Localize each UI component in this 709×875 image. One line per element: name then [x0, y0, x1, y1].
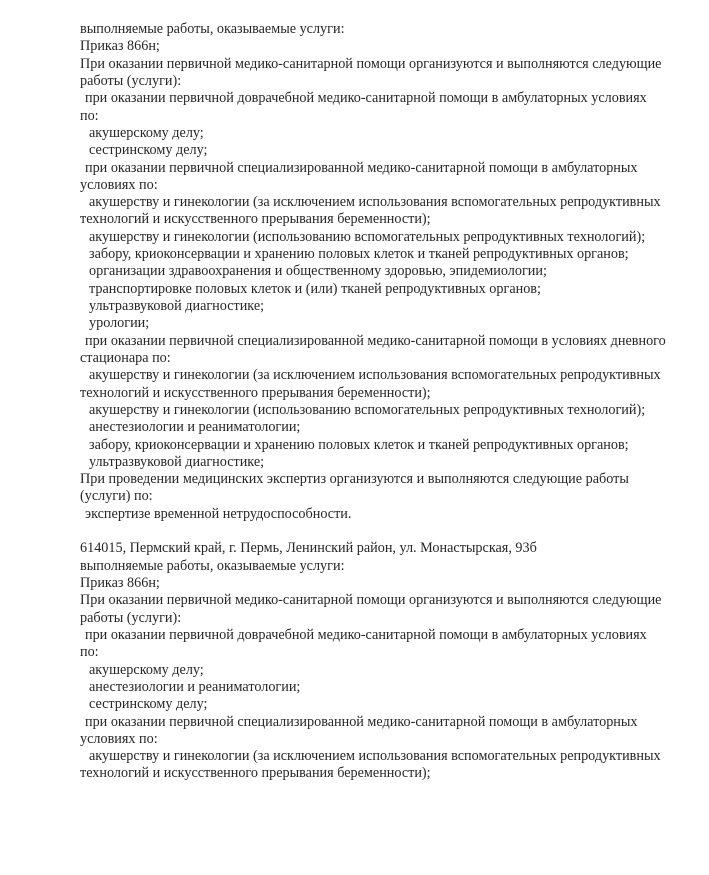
text-line: При оказании первичной медико-санитарной помощи организуются и выполняются следующие — [80, 592, 662, 609]
text-line: условиях по: — [80, 730, 158, 747]
text-line: при оказании первичной специализированной медико-санитарной помощи в амбулаторных — [85, 713, 638, 730]
text-line: технологий и искусственного прерывания беременности); — [80, 765, 431, 782]
text-line: стационара по: — [80, 349, 171, 366]
text-line: выполняемые работы, оказываемые услуги: — [80, 557, 345, 574]
text-line — [80, 523, 695, 540]
text-line: условиях по: — [80, 176, 158, 193]
text-line: При оказании первичной медико-санитарной помощи организуются и выполняются следующие — [80, 55, 662, 72]
text-line: экспертизе временной нетрудоспособности. — [85, 505, 352, 522]
text-line: работы (услуги): — [80, 72, 182, 89]
document-text — [80, 21, 695, 783]
text-line: 614015, Пермский край, г. Пермь, Ленинский район, ул. Монастырская, 93б — [80, 540, 537, 557]
text-line: анестезиологии и реаниматологии; — [89, 419, 301, 436]
text-line: при оказании первичной специализированной медико-санитарной помощи в амбулаторных — [85, 159, 638, 176]
text-line: организации здравоохранения и общественному здоровью, эпидемиологии; — [89, 263, 547, 280]
text-line: акушерскому делу; — [89, 661, 204, 678]
text-line: по: — [80, 644, 99, 661]
text-line: акушерству и гинекологии (за исключением использования вспомогательных репродуктивных — [89, 367, 661, 384]
text-line: при оказании первичной специализированной медико-санитарной помощи в условиях дневного — [85, 332, 666, 349]
text-line: забору, криоконсервации и хранению половых клеток и тканей репродуктивных органов; — [89, 246, 629, 263]
text-line: забору, криоконсервации и хранению половых клеток и тканей репродуктивных органов; — [89, 436, 629, 453]
text-line: акушерству и гинекологии (использованию вспомогательных репродуктивных технологий); — [89, 228, 646, 245]
text-line: При проведении медицинских экспертиз организуются и выполняются следующие работы — [80, 471, 629, 488]
text-line: сестринскому делу; — [89, 142, 208, 159]
text-line: по: — [80, 107, 99, 124]
text-line: сестринскому делу; — [89, 696, 208, 713]
text-line: Приказ 866н; — [80, 38, 160, 55]
text-line: технологий и искусственного прерывания беременности); — [80, 211, 431, 228]
text-line: урологии; — [89, 315, 150, 332]
text-line: анестезиологии и реаниматологии; — [89, 678, 301, 695]
text-line: при оказании первичной доврачебной медико-санитарной помощи в амбулаторных условиях — [85, 626, 647, 643]
text-line: работы (услуги): — [80, 609, 182, 626]
text-line: Приказ 866н; — [80, 575, 160, 591]
text-line: акушерству и гинекологии (за исключением использования вспомогательных репродуктивных — [89, 194, 661, 211]
text-line: при оказании первичной доврачебной медико-санитарной помощи в амбулаторных условиях — [85, 90, 647, 107]
text-line: технологий и искусственного прерывания беременности); — [80, 384, 431, 401]
text-line: (услуги) по: — [80, 488, 153, 505]
text-line: выполняемые работы, оказываемые услуги: — [80, 21, 345, 37]
text-line: акушерству и гинекологии (использованию вспомогательных репродуктивных технологий); — [89, 401, 646, 418]
text-line: ультразвуковой диагностике; — [89, 298, 265, 314]
text-line: акушерству и гинекологии (за исключением использования вспомогательных репродуктивных — [89, 748, 661, 765]
text-line: акушерскому делу; — [89, 124, 204, 141]
text-line: транспортировке половых клеток и (или) тканей репродуктивных органов; — [89, 280, 541, 297]
text-line: ультразвуковой диагностике; — [89, 453, 265, 470]
